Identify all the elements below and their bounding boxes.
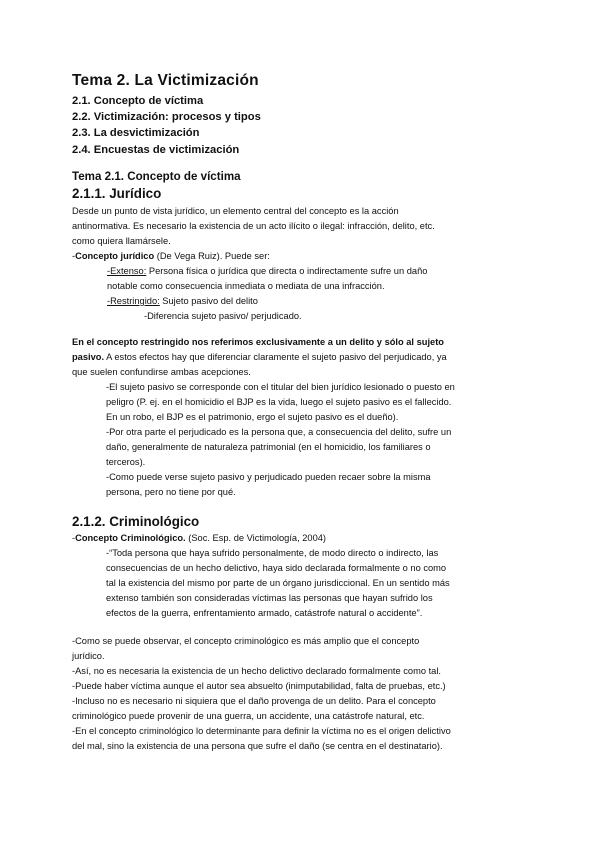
- note-line: -Como se puede observar, el concepto criminológico es más amplio que el concepto: [72, 636, 420, 646]
- quote-line: efectos de la guerra, enfrentamiento armado, catástrofe natural o accidente”.: [106, 608, 423, 618]
- note-line: criminológico puede provenir de una guerra, un accidente, una catástrofe natural, etc.: [72, 711, 425, 721]
- paragraph-line: como quiera llamársele.: [72, 236, 171, 246]
- section-title: Tema 2.1. Concepto de víctima: [72, 170, 241, 183]
- juridico-heading: 2.1.1. Jurídico: [72, 186, 162, 201]
- point-line: daño, generalmente de naturaleza patrimonial (en el homicidio, los familiares o: [106, 442, 431, 452]
- point-line: peligro (P. ej. en el homicidio el BJP es la vida, luego el sujeto pasivo es el fallecido.: [106, 397, 452, 407]
- concept-juridico-term: Concepto jurídico: [75, 251, 155, 261]
- extenso-line: -Extenso: Persona física o jurídica que directa o indirectamente sufre un daño: [107, 266, 428, 276]
- criminologico-notes: [72, 634, 532, 754]
- toc-item: 2.3. La desvictimización: [72, 127, 200, 140]
- page-title: Tema 2. La Victimización: [72, 72, 259, 89]
- point-line: -Por otra parte el perjudicado es la persona que, a consecuencia del delito, sufre un: [106, 427, 452, 437]
- paragraph-line: que suelen confundirse ambas acepciones.: [72, 367, 251, 377]
- criminologico-body: [72, 531, 532, 621]
- paragraph-line: antinormativa. Es necesario la existencia de un acto ilícito o ilegal: infracción, delito, etc.: [72, 221, 435, 231]
- extenso-label: -Extenso:: [107, 266, 147, 276]
- point-line: -El sujeto pasivo se corresponde con el titular del bien jurídico lesionado o puesto en: [106, 382, 455, 392]
- quote-line: extenso también son consideradas víctimas las personas que hayan sufrido los: [106, 593, 433, 603]
- note-line: -Así, no es necesaria la existencia de un hecho delictivo declarado formalmente como tal.: [72, 666, 441, 676]
- juridico-body: [72, 204, 532, 324]
- paragraph-line: Desde un punto de vista jurídico, un elemento central del concepto es la acción: [72, 206, 399, 216]
- point-line: -Como puede verse sujeto pasivo y perjudicado pueden recaer sobre la misma: [106, 472, 431, 482]
- point-line: persona, pero no tiene por qué.: [106, 487, 236, 497]
- toc-item: 2.2. Victimización: procesos y tipos: [72, 111, 261, 124]
- note-line: jurídico.: [72, 651, 105, 661]
- note-line: -En el concepto criminológico lo determinante para definir la víctima no es el origen delictivo: [72, 726, 451, 736]
- note-line: -Puede haber víctima aunque el autor sea absuelto (inimputabilidad, falta de pruebas, etc.): [72, 681, 446, 691]
- paragraph-line: pasivo. A estos efectos hay que diferenciar claramente el sujeto pasivo del perjudicado, ya: [72, 352, 447, 362]
- concept-criminologico-term: Concepto Criminológico.: [75, 533, 186, 543]
- point-line: terceros).: [106, 457, 146, 467]
- note-line: del mal, sino la existencia de una persona que sufre el daño (se centra en el destinatario).: [72, 741, 443, 751]
- note-line: -Incluso no es necesario ni siquiera que el daño provenga de un delito. Para el concepto: [72, 696, 436, 706]
- restricted-concept-paragraph: [72, 335, 532, 500]
- diferencia-line: -Diferencia sujeto pasivo/ perjudicado.: [144, 311, 302, 321]
- toc-item: 2.4. Encuestas de victimización: [72, 143, 240, 156]
- extenso-line-2: notable como consecuencia inmediata o mediata de una infracción.: [107, 281, 385, 291]
- point-line: En un robo, el BJP es el patrimonio, ergo el sujeto pasivo es el dueño).: [106, 412, 399, 422]
- quote-line: tal la existencia del mismo por parte de un órgano jurisdiccional. En un sentido más: [106, 578, 450, 588]
- criminologico-heading: 2.1.2. Criminológico: [72, 514, 200, 529]
- table-of-contents: [72, 93, 532, 158]
- quote-line: -“Toda persona que haya sufrido personalmente, de modo directo o indirecto, las: [106, 548, 439, 558]
- concept-juridico-line: -Concepto jurídico (De Vega Ruiz). Puede ser:: [72, 251, 270, 261]
- restringido-label: -Restringido:: [107, 296, 160, 306]
- bold-line: En el concepto restringido nos referimos exclusivamente a un delito y sólo al sujeto: [72, 337, 444, 347]
- quote-line: consecuencias de un hecho delictivo, haya sido declarada formalmente o no como: [106, 563, 447, 573]
- restringido-line: -Restringido: Sujeto pasivo del delito: [107, 296, 258, 306]
- concept-criminologico-line: -Concepto Criminológico. (Soc. Esp. de Victimología, 2004): [72, 533, 327, 543]
- toc-item: 2.1. Concepto de víctima: [72, 95, 204, 107]
